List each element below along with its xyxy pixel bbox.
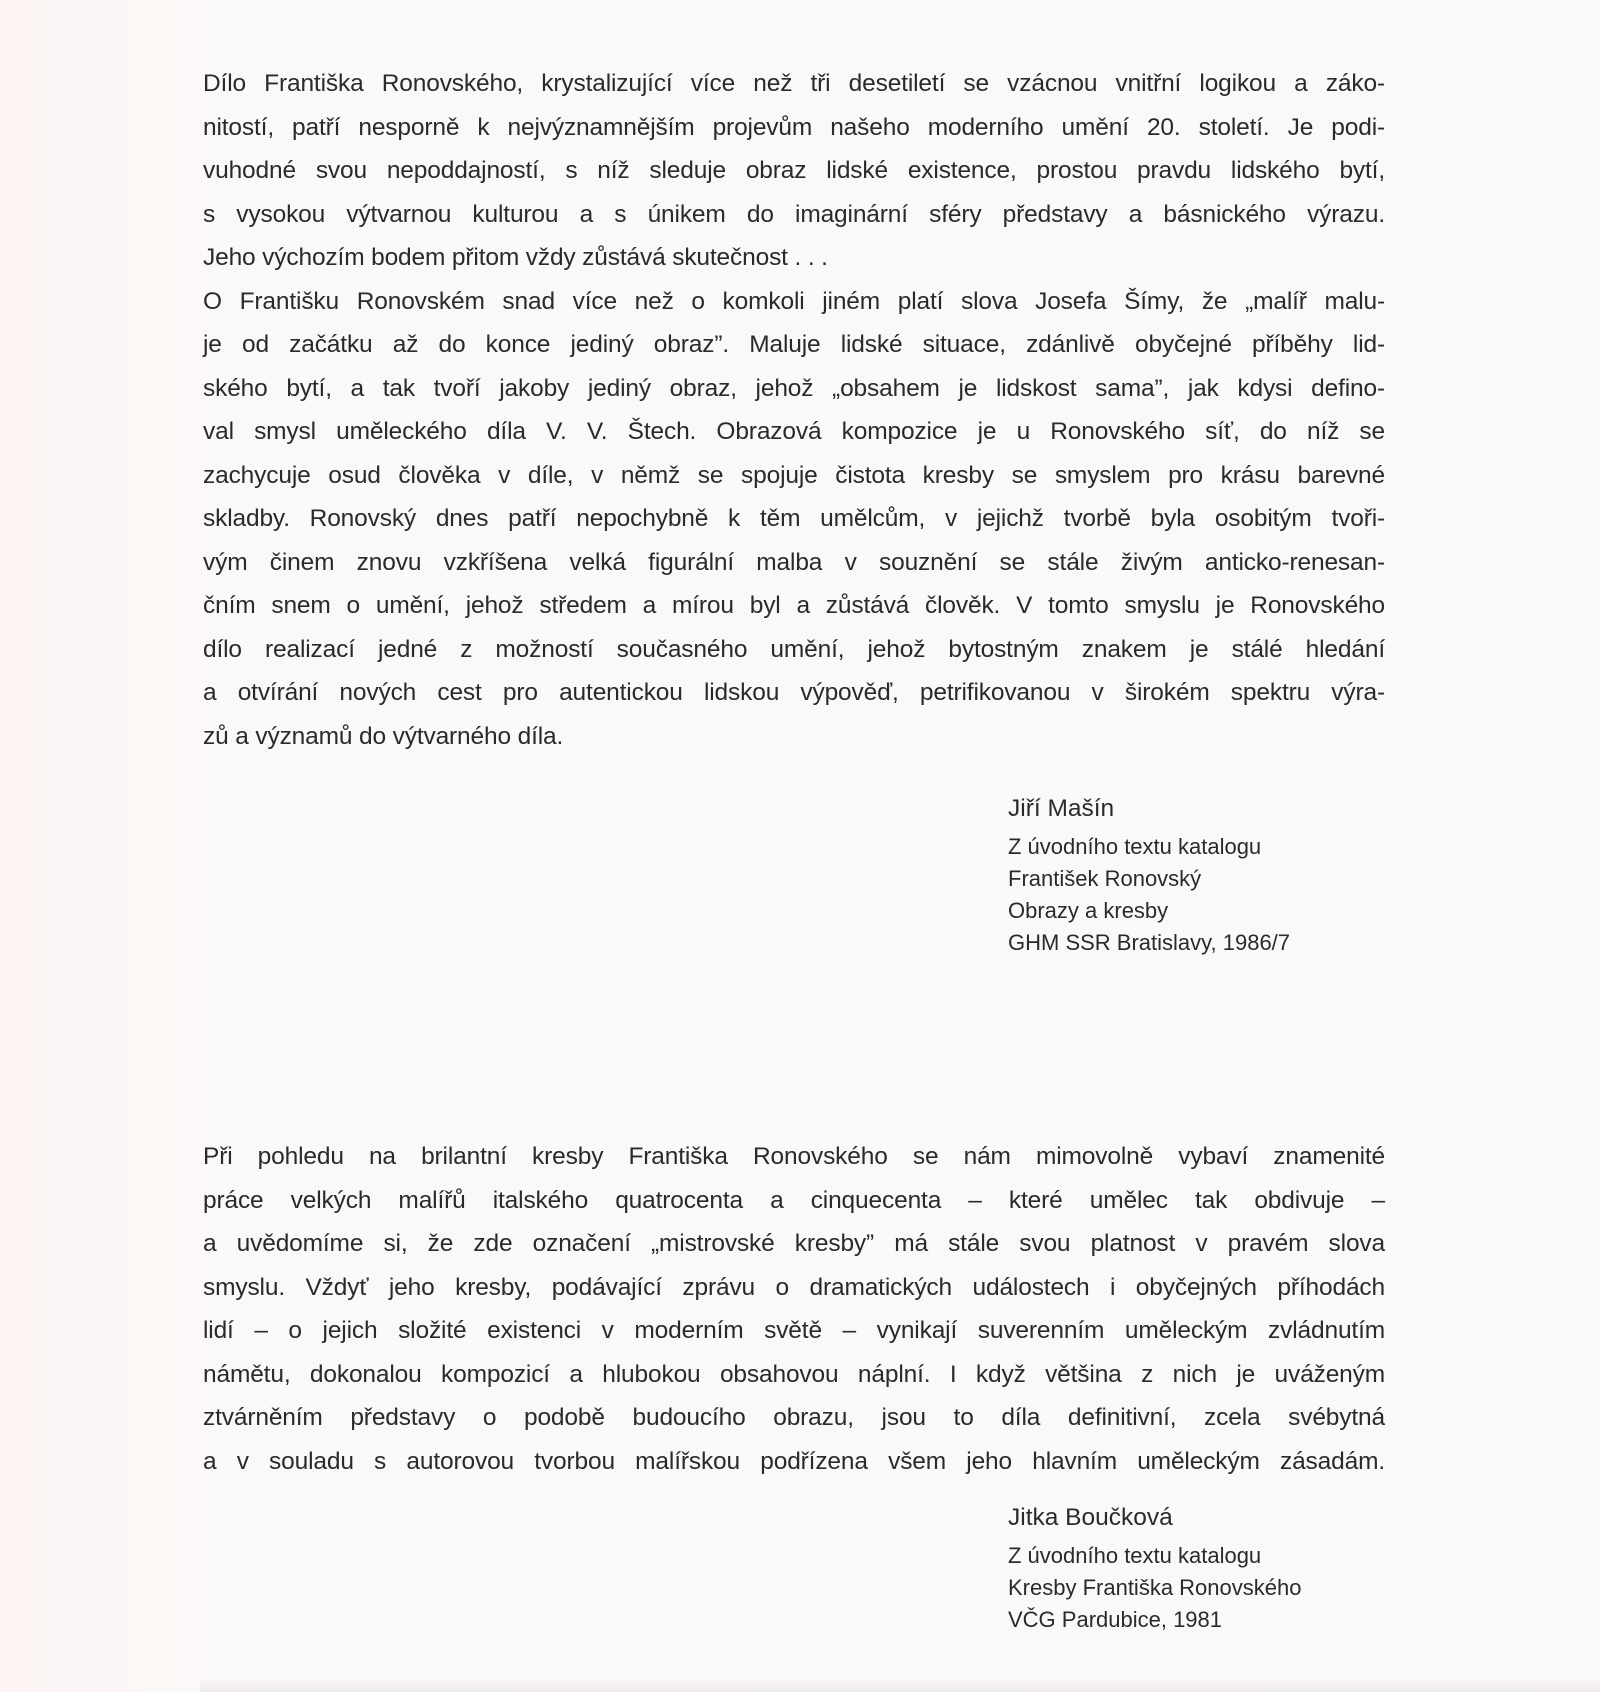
- text-line: námětu, dokonalou kompozicí a hlubokou obsahovou náplní. I když většina z nich je uváženým: [203, 1360, 1385, 1388]
- signature-block-bouckova: [1008, 1498, 1301, 1636]
- text-line: dílo realizací jedné z možností současného umění, jehož bytostným znakem je stálé hledání: [203, 635, 1385, 663]
- text-line: a uvědomíme si, že zde označení „mistrovské kresby” má stále svou platnost v pravém slova: [203, 1230, 1385, 1257]
- essay-paragraph-bouckova: [203, 1135, 1385, 1483]
- source-caption-line: Z úvodního textu katalogu: [1008, 1543, 1262, 1568]
- text-line: zachycuje osud člověka v díle, v němž se spojuje čistota kresby se smyslem pro krásu barevné: [203, 461, 1385, 489]
- text-line: skladby. Ronovský dnes patří nepochybně k těm umělcům, v jejichž tvorbě byla osobitým tvoři-: [203, 505, 1385, 532]
- author-name: Jiří Mašín: [1008, 795, 1115, 822]
- text-line: Při pohledu na brilantní kresby Františka Ronovského se nám mimovolně vybaví znamenité: [203, 1143, 1385, 1170]
- text-line: vuhodné svou nepoddajností, s níž sleduje obraz lidské existence, prostou pravdu lidského bytí,: [203, 157, 1385, 184]
- source-caption-line: GHM SSR Bratislavy, 1986/7: [1008, 930, 1291, 955]
- source-caption-line: František Ronovský: [1008, 866, 1202, 891]
- text-line: ského bytí, a tak tvoří jakoby jediný obraz, jehož „obsahem je lidskost sama”, jak kdysi defino-: [203, 374, 1385, 402]
- text-line: je od začátku až do konce jediný obraz”. Maluje lidské situace, zdánlivě obyčejné příběhy lid-: [203, 331, 1385, 358]
- source-caption-line: Z úvodního textu katalogu: [1008, 834, 1262, 859]
- text-line: Dílo Františka Ronovského, krystalizující více než tři desetiletí se vzácnou vnitřní logikou a záko-: [203, 70, 1385, 97]
- text-line: lidí – o jejich složité existenci v moderním světě – vynikají suverenním uměleckým zvládnutím: [203, 1317, 1385, 1344]
- text-line: zů a významů do výtvarného díla.: [203, 722, 564, 750]
- text-line: práce velkých malířů italského quatrocenta a cinquecenta – které umělec tak obdivuje –: [203, 1186, 1385, 1214]
- text-line: vým činem znovu vzkříšena velká figurální malba v souznění se stále živým anticko-renesan-: [203, 548, 1385, 576]
- paper-bottom-shadow: [200, 1678, 1600, 1692]
- essay-paragraph-masin: [203, 62, 1385, 758]
- text-line: nitostí, patří nesporně k nejvýznamnějším projevům našeho moderního umění 20. století. Je podi-: [203, 113, 1385, 141]
- signature-block-masin: [1008, 789, 1290, 959]
- text-line: a otvírání nových cest pro autentickou lidskou výpověď, petrifikovanou v širokém spektru výra-: [203, 679, 1385, 706]
- text-line: val smysl uměleckého díla V. V. Štech. Obrazová kompozice je u Ronovského síť, do níž se: [203, 418, 1385, 445]
- text-line: O Františku Ronovském snad více než o komkoli jiném platí slova Josefa Šímy, že „malíř malu-: [203, 287, 1385, 315]
- source-caption-line: Kresby Františka Ronovského: [1008, 1575, 1302, 1600]
- text-line: smyslu. Vždyť jeho kresby, podávající zprávu o dramatických událostech i obyčejných příhodách: [203, 1273, 1385, 1301]
- paper-edge-tint: [0, 0, 200, 1692]
- source-caption-line: VČG Pardubice, 1981: [1008, 1607, 1223, 1632]
- text-line: Jeho výchozím bodem přitom vždy zůstává skutečnost . . .: [203, 244, 828, 271]
- text-line: ztvárněním představy o podobě budoucího obrazu, jsou to díla definitivní, zcela svébytná: [203, 1404, 1385, 1431]
- text-line: čním snem o umění, jehož středem a mírou byl a zůstává člověk. V tomto smyslu je Ronovského: [203, 592, 1385, 619]
- text-line: a v souladu s autorovou tvorbou malířskou podřízena všem jeho hlavním uměleckým zásadám.: [203, 1447, 1385, 1475]
- source-caption-line: Obrazy a kresby: [1008, 898, 1169, 923]
- author-name: Jitka Boučková: [1008, 1504, 1173, 1531]
- text-line: s vysokou výtvarnou kulturou a s únikem do imaginární sféry představy a básnického výrazu.: [203, 200, 1385, 228]
